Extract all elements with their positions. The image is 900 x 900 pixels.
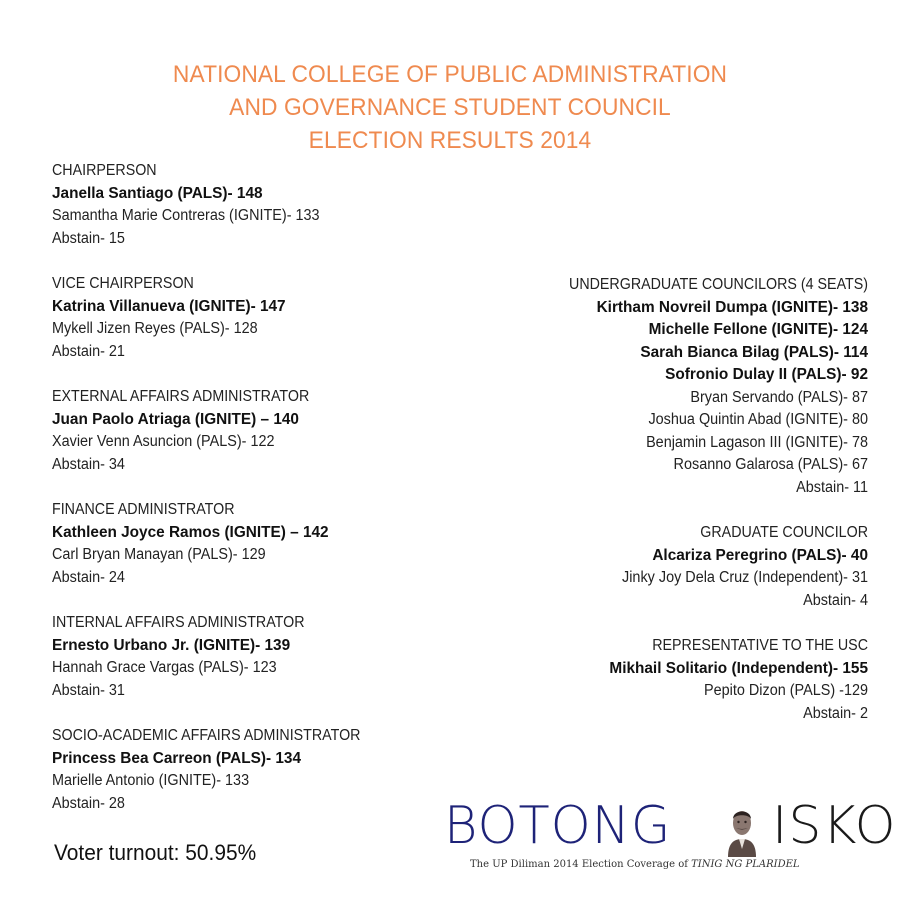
title-line-1: NATIONAL COLLEGE OF PUBLIC ADMINISTRATION	[172, 61, 728, 88]
candidate-line: Bryan Servando (PALS)- 87	[690, 388, 868, 406]
position-label: VICE CHAIRPERSON	[52, 275, 194, 292]
abstain-line: Abstain- 15	[52, 229, 125, 247]
position-label: SOCIO-ACADEMIC AFFAIRS ADMINISTRATOR	[52, 727, 361, 744]
position-label: INTERNAL AFFAIRS ADMINISTRATOR	[52, 614, 305, 631]
page-title	[32, 58, 869, 157]
winner-line: Ernesto Urbano Jr. (IGNITE)- 139	[52, 636, 291, 654]
position-label: UNDERGRADUATE COUNCILORS (4 SEATS)	[569, 276, 868, 293]
abstain-line: Abstain- 28	[52, 794, 125, 812]
botong-isko-logo	[440, 795, 897, 880]
portrait-icon	[720, 803, 764, 857]
winner-line: Kirtham Novreil Dumpa (IGNITE)- 138	[596, 298, 868, 316]
winner-line: Sarah Bianca Bilag (PALS)- 114	[640, 343, 868, 361]
candidate-line: Joshua Quintin Abad (IGNITE)- 80	[648, 411, 868, 428]
result-external-affairs	[52, 386, 472, 476]
winner-line: Mikhail Solitario (Independent)- 155	[609, 659, 868, 677]
tagline-publication: TINIG NG PLARIDEL	[691, 859, 800, 870]
winner-line: Janella Santiago (PALS)- 148	[52, 184, 263, 202]
winner-line: Katrina Villanueva (IGNITE)- 147	[52, 297, 286, 315]
winner-line: Princess Bea Carreon (PALS)- 134	[52, 749, 301, 767]
title-line-2: AND GOVERNANCE STUDENT COUNCIL	[229, 94, 671, 121]
result-undergraduate-councilors	[448, 274, 868, 499]
right-results-column	[448, 274, 868, 748]
abstain-line: Abstain- 34	[52, 455, 125, 473]
title-line-3: ELECTION RESULTS 2014	[308, 127, 592, 154]
result-representative-usc	[448, 635, 868, 725]
candidate-line: Hannah Grace Vargas (PALS)- 123	[52, 659, 277, 676]
candidate-line: Pepito Dizon (PALS) -129	[704, 682, 868, 699]
candidate-line: Rosanno Galarosa (PALS)- 67	[673, 456, 868, 473]
abstain-line: Abstain- 24	[52, 568, 125, 586]
abstain-line: Abstain- 2	[803, 704, 868, 722]
result-graduate-councilor	[448, 522, 868, 612]
candidate-line: Carl Bryan Manayan (PALS)- 129	[52, 546, 266, 563]
winner-line: Alcariza Peregrino (PALS)- 40	[652, 546, 868, 564]
abstain-line: Abstain- 31	[52, 681, 125, 699]
winner-line: Michelle Fellone (IGNITE)- 124	[648, 321, 868, 338]
voter-turnout: Voter turnout: 50.95%	[54, 840, 257, 865]
candidate-line: Jinky Joy Dela Cruz (Independent)- 31	[622, 569, 868, 586]
position-label: EXTERNAL AFFAIRS ADMINISTRATOR	[52, 388, 310, 405]
winner-line: Kathleen Joyce Ramos (IGNITE) – 142	[52, 523, 329, 541]
result-internal-affairs	[52, 612, 472, 702]
logo-tagline	[470, 859, 800, 870]
position-label: CHAIRPERSON	[52, 162, 157, 179]
result-finance	[52, 499, 472, 589]
result-chairperson	[52, 160, 472, 250]
abstain-line: Abstain- 4	[803, 591, 868, 609]
winner-line: Sofronio Dulay II (PALS)- 92	[665, 366, 868, 383]
abstain-line: Abstain- 11	[796, 478, 868, 496]
position-label: REPRESENTATIVE TO THE USC	[652, 637, 868, 654]
tagline-text: The UP Diliman 2014 Election Coverage of	[470, 859, 692, 870]
abstain-line: Abstain- 21	[52, 342, 125, 360]
candidate-line: Samantha Marie Contreras (IGNITE)- 133	[52, 207, 320, 224]
left-results-column	[52, 160, 472, 838]
position-label: FINANCE ADMINISTRATOR	[52, 501, 235, 518]
candidate-line: Benjamin Lagason III (IGNITE)- 78	[646, 433, 868, 451]
candidate-line: Mykell Jizen Reyes (PALS)- 128	[52, 320, 258, 337]
logo-word-isko: ISKO	[772, 796, 897, 856]
winner-line: Juan Paolo Atriaga (IGNITE) – 140	[52, 410, 299, 428]
position-label: GRADUATE COUNCILOR	[700, 524, 868, 541]
candidate-line: Xavier Venn Asuncion (PALS)- 122	[52, 433, 275, 450]
result-vice-chairperson	[52, 273, 472, 363]
candidate-line: Marielle Antonio (IGNITE)- 133	[52, 772, 250, 789]
logo-word-botong: BOTONG	[444, 796, 672, 856]
result-socio-academic	[52, 725, 472, 815]
